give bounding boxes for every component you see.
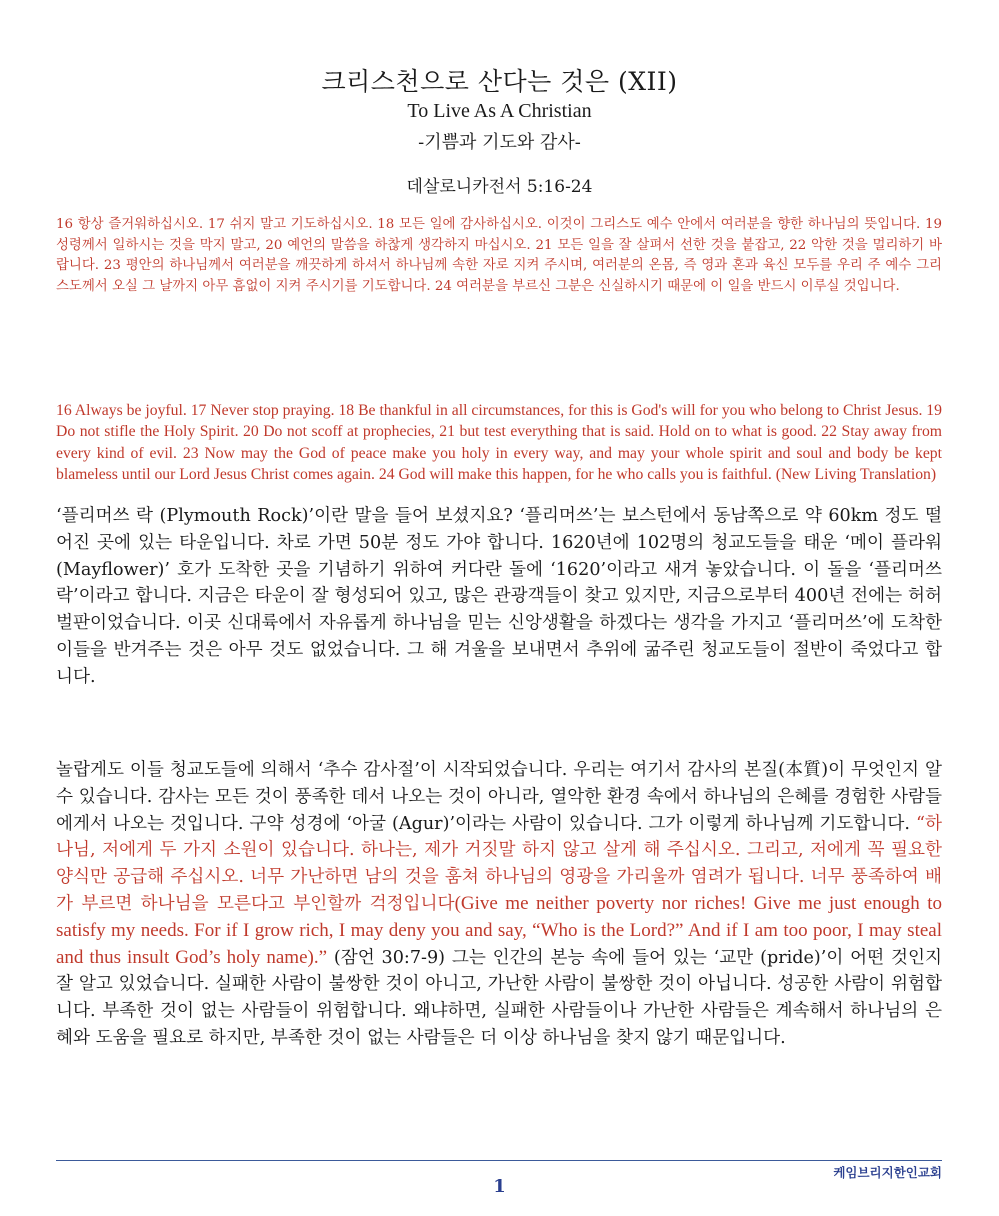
scripture-reference: 데살로니카전서 5:16-24 <box>406 177 593 197</box>
body-paragraph-2 <box>56 757 942 1052</box>
paragraph-2-intro: 놀랍게도 이들 청교도들에 의해서 ‘추수 감사절’이 시작되었습니다. 우리는 여기서 감사의 본질(本質)이 무엇인지 알 수 있습니다. 감사는 모든 것이 풍족한 데서 나오는 것이 아니라, 열악한 환경 속에서 하나님의 은혜를 경험한 사람들에게서 나오는 것입니다. 구약 성경에 ‘아굴 (Agur)’이라는 사람이 있습니다. 그가 이렇게 하나님께 기도합니다. <box>56 760 942 834</box>
proverbs-reference: (잠언 30:7-9) <box>327 947 446 968</box>
scripture-text-english: 16 Always be joyful. 17 Never stop praying. 18 Be thankful in all circumstances, for this is God's will for you who belong to Christ Jesus. 19 Do not stifle the Holy Spirit. 20 Do not scoff at prophecies, 21 but test everything that is said. Hold on to what is good. 22 Stay away from every kind of evil. 23 Now may the God of peace make you holy in every way, and may your whole spirit and soul and body be kept blameless until our Lord Jesus Christ comes again. 24 God will make this happen, for he who calls you is faithful. (New Living Translation) <box>56 402 942 483</box>
body-paragraph-1: ‘플리머쓰 락 (Plymouth Rock)’이란 말을 들어 보셨지요? ‘플리머쓰’는 보스턴에서 동남쪽으로 약 60km 정도 떨어진 곳에 있는 타운입니다. 차로 가면 50분 정도 가야 합니다. 1620년에 102명의 청교도들을 태운 ‘메이 플라워 (Mayflower)’ 호가 도착한 곳을 기념하기 위하여 커다란 돌에 ‘1620’이라고 새겨 놓았습니다. 이 돌을 ‘플리머쓰 락’이라고 합니다. 지금은 타운이 잘 형성되어 있고, 많은 관광객들이 찾고 있지만, 지금으로부터 400년 전에는 허허 벌판이었습니다. 이곳 신대륙에서 자유롭게 하나님을 믿는 신앙생활을 하겠다는 생각을 가지고 ‘플리머쓰’에 도착한 이들을 반겨주는 것은 아무 것도 없었습니다. 그 해 겨울을 보내면서 추위에 굶주린 청교도들이 절반이 죽었다고 합니다. <box>56 506 943 687</box>
sermon-subtitle-english: To Live As A Christian <box>407 100 592 122</box>
sermon-subtitle-korean: -기쁨과 기도와 감사- <box>418 132 581 153</box>
agur-prayer-quote-english: (Give me neither poverty nor riches! Give me just enough to satisfy my needs. For if I grow rich, I may deny you and say, “Who is the Lord?” And if I am too poor, I may steal and thus insult God’s holy name).” <box>56 892 943 968</box>
paragraph-2-conclusion: 그는 인간의 본능 속에 들어 있는 ‘교만 (pride)’이 어떤 것인지 잘 알고 있었습니다. 실패한 사람이 불쌍한 것이 아니고, 가난한 사람이 불쌍한 것이 아닙니다. 성공한 사람이 위험합니다. 부족한 것이 없는 사람들이 위험합니다. 왜냐하면, 실패한 사람들이나 가난한 사람들은 계속해서 하나님의 은혜와 도움을 필요로 하지만, 부족한 것이 없는 사람들은 더 이상 하나님을 찾지 않기 때문입니다. <box>56 947 942 1048</box>
scripture-text-korean: 16 항상 즐거워하십시오. 17 쉬지 말고 기도하십시오. 18 모든 일에 감사하십시오. 이것이 그리스도 예수 안에서 여러분을 향한 하나님의 뜻입니다. 19 성령께서 일하시는 것을 막지 말고, 20 예언의 말씀을 하찮게 생각하지 마십시오. 21 모든 일을 잘 살펴서 선한 것을 붙잡고, 22 악한 것을 멀리하기 바랍니다. 23 평안의 하나님께서 여러분을 깨끗하게 하셔서 하나님께 속한 자로 지켜 주시며, 여러분의 온몸, 즉 영과 혼과 육신 모두를 우리 주 예수 그리스도께서 오실 그 날까지 아무 흠없이 지켜 주시기를 기도합니다. 24 여러분을 부르신 그분은 신실하시기 때문에 이 일을 반드시 이루실 것입니다. <box>56 217 942 294</box>
agur-prayer-quote-korean: “하나님, 저에게 두 가지 소원이 있습니다. 하나는, 제가 거짓말 하지 않고 살게 해 주십시오. 그리고, 저에게 꼭 필요한 양식만 공급해 주십시오. 너무 가난하면 남의 것을 훔쳐 하나님의 영광을 가리울까 염려가 됩니다. 너무 풍족하여 배가 부르면 하나님을 모른다고 부인할까 걱정입니다 <box>56 813 942 914</box>
footer-divider <box>56 1160 942 1161</box>
sermon-title: 크리스천으로 산다는 것은 (XII) <box>321 67 678 96</box>
page-number: 1 <box>493 1176 506 1197</box>
church-name: 케임브리지한인교회 <box>833 1165 942 1180</box>
